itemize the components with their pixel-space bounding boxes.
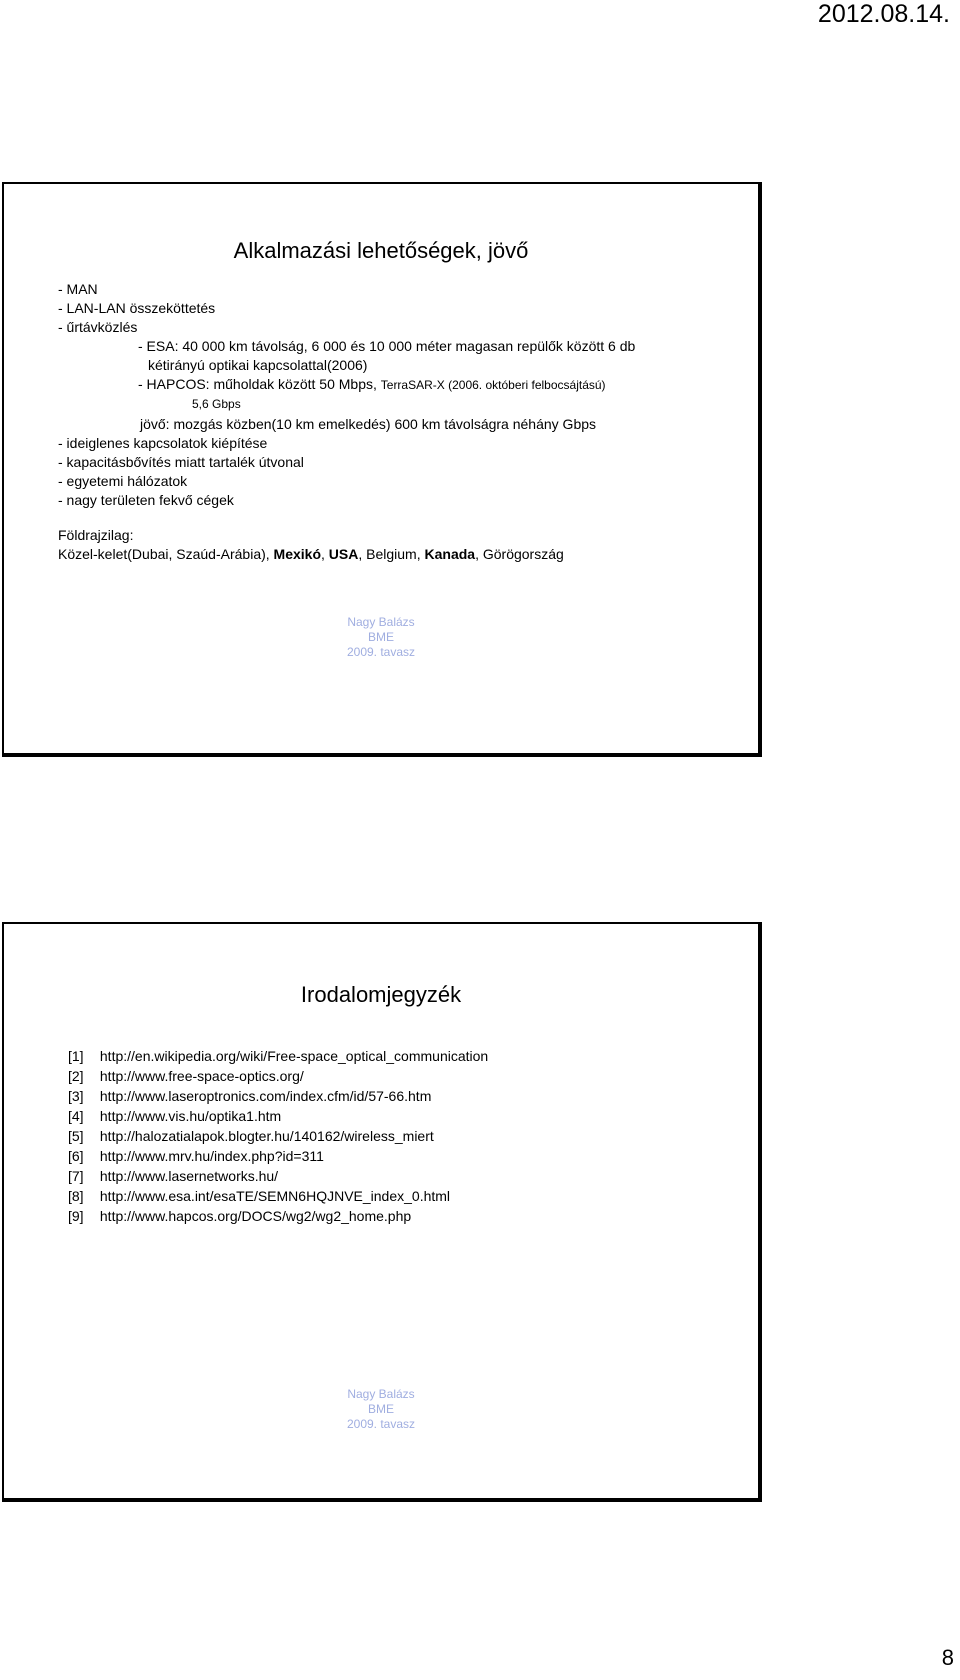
footer-institution: BME xyxy=(367,630,394,644)
reference-number: [5] xyxy=(68,1128,84,1144)
slide-applications xyxy=(2,182,762,757)
reference-number: [2] xyxy=(68,1068,84,1084)
geo-part: Közel-kelet(Dubai, Szaúd-Arábia), xyxy=(58,546,274,562)
reference-number: [1] xyxy=(68,1048,84,1064)
reference-item xyxy=(68,1167,278,1185)
reference-number: [6] xyxy=(68,1148,84,1164)
reference-url: http://www.laseroptronics.com/index.cfm/id/57-66.htm xyxy=(99,1088,432,1104)
page-number: 8 xyxy=(941,1645,954,1670)
geo-mexico: Mexikó xyxy=(273,546,322,562)
geo-part: , Belgium, xyxy=(358,546,425,562)
reference-url: http://www.lasernetworks.hu/ xyxy=(99,1168,279,1184)
geo-canada: Kanada xyxy=(424,546,476,562)
header-date: 2012.08.14. xyxy=(817,0,950,28)
bullet-lan-lan: - LAN-LAN összeköttetés xyxy=(58,300,216,316)
geo-part: , xyxy=(321,546,329,562)
bullet-hapcos xyxy=(138,375,606,394)
slide-footer xyxy=(4,1387,758,1432)
bullet-esa-cont: kétirányú optikai kapcsolattal(2006) xyxy=(148,357,368,373)
reference-item xyxy=(68,1067,304,1085)
reference-item xyxy=(68,1107,281,1125)
geo-label: Földrajzilag: xyxy=(58,527,134,543)
reference-url: http://halozatialapok.blogter.hu/140162/wireless_miert xyxy=(99,1128,434,1144)
bullet-companies: - nagy területen fekvő cégek xyxy=(58,492,234,508)
footer-institution: BME xyxy=(367,1402,394,1416)
footer-author: Nagy Balázs xyxy=(347,615,415,629)
hapcos-text: - HAPCOS: műholdak között 50 Mbps, xyxy=(138,376,377,392)
geo-list xyxy=(58,545,564,563)
reference-number: [9] xyxy=(68,1208,84,1224)
reference-item xyxy=(68,1047,488,1065)
footer-author: Nagy Balázs xyxy=(347,1387,415,1401)
reference-item xyxy=(68,1207,411,1225)
bullet-space-comm: - űrtávközlés xyxy=(58,319,138,335)
bullet-esa: - ESA: 40 000 km távolság, 6 000 és 10 000 méter magasan repülők között 6 db xyxy=(138,338,636,354)
geo-usa: USA xyxy=(328,546,359,562)
bullet-capacity: - kapacitásbővítés miatt tartalék útvonal xyxy=(58,454,304,470)
reference-url: http://www.mrv.hu/index.php?id=311 xyxy=(99,1148,324,1164)
bullet-temporary: - ideiglenes kapcsolatok kiépítése xyxy=(58,435,268,451)
reference-number: [3] xyxy=(68,1088,84,1104)
footer-semester: 2009. tavasz xyxy=(346,645,416,659)
reference-number: [4] xyxy=(68,1108,84,1124)
slide-references xyxy=(2,922,762,1502)
terrasar-text: TerraSAR-X (2006. októberi felbocsájtású) xyxy=(380,378,606,392)
footer-semester: 2009. tavasz xyxy=(346,1417,416,1431)
reference-item xyxy=(68,1147,324,1165)
reference-url: http://www.hapcos.org/DOCS/wg2/wg2_home.php xyxy=(99,1208,412,1224)
geo-part: , Görögország xyxy=(475,546,564,562)
reference-item xyxy=(68,1127,434,1145)
slide-title: Alkalmazási lehetőségek, jövő xyxy=(233,238,529,263)
slide-title: Irodalomjegyzék xyxy=(300,982,462,1007)
reference-url: http://www.esa.int/esaTE/SEMN6HQJNVE_index_0.html xyxy=(99,1188,451,1204)
reference-item xyxy=(68,1087,431,1105)
future-text: jövő: mozgás közben(10 km emelkedés) 600 km távolságra néhány Gbps xyxy=(140,416,597,432)
reference-number: [8] xyxy=(68,1188,84,1204)
reference-url: http://www.vis.hu/optika1.htm xyxy=(99,1108,282,1124)
slide-footer xyxy=(4,615,758,660)
reference-item xyxy=(68,1187,450,1205)
bullet-man: - MAN xyxy=(58,281,98,297)
bullet-university: - egyetemi hálózatok xyxy=(58,473,188,489)
reference-number: [7] xyxy=(68,1168,84,1184)
hapcos-speed: 5,6 Gbps xyxy=(192,397,241,411)
reference-url: http://www.free-space-optics.org/ xyxy=(99,1068,304,1084)
reference-url: http://en.wikipedia.org/wiki/Free-space_optical_communication xyxy=(99,1048,489,1064)
